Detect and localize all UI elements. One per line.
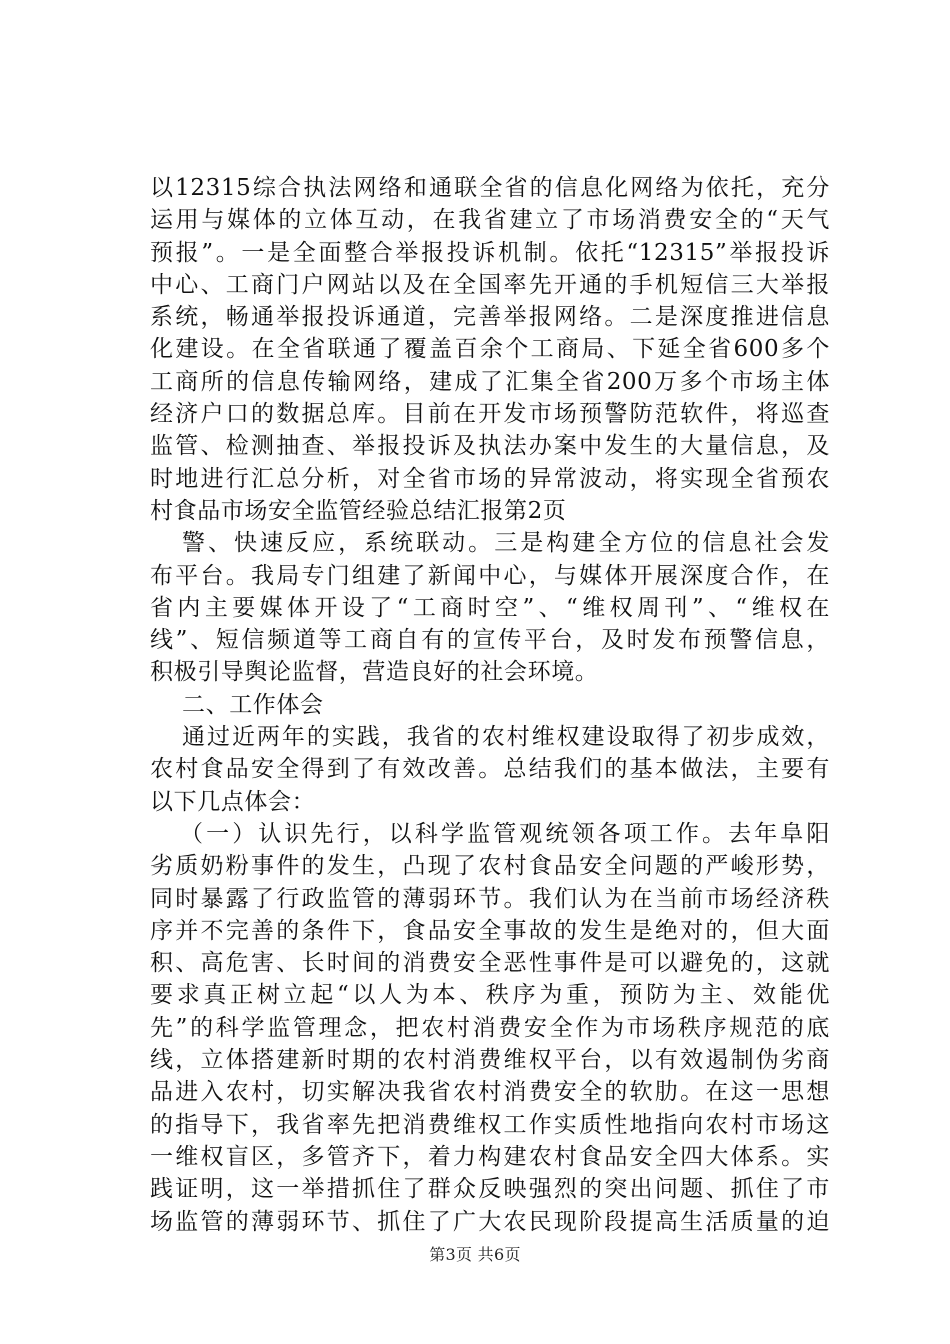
- text-line: 预报”。一是全面整合举报投诉机制。依托“12315”举报投诉: [150, 239, 830, 266]
- text-line: 序并不完善的条件下，食品安全事故的发生是绝对的，但大面: [150, 917, 830, 944]
- text-line: 线，立体搭建新时期的农村消费维权平台，以有效遏制伪劣商: [150, 1047, 830, 1074]
- text-line: 系统，畅通举报投诉通道，完善举报网络。二是深度推进信息: [150, 304, 830, 331]
- text-line: 一维权盲区，多管齐下，着力构建农村食品安全四大体系。实: [150, 1143, 830, 1170]
- text-line: 经济户口的数据总库。目前在开发市场预警防范软件，将巡查: [150, 401, 830, 428]
- subsection-heading-line: （一）认识先行，以科学监管观统领各项工作。去年阜阳: [180, 820, 830, 847]
- text-line: 以12315综合执法网络和通联全省的信息化网络为依托，充分: [150, 175, 830, 201]
- text-line: 线”、短信频道等工商自有的宣传平台，及时发布预警信息，: [150, 627, 830, 654]
- text-line: 村食品市场安全监管经验总结汇报第2页: [150, 497, 567, 524]
- body-text: [150, 172, 830, 1238]
- text-line: 积极引导舆论监督，营造良好的社会环境。: [150, 659, 599, 686]
- section-heading: 二、工作体会: [182, 691, 324, 718]
- text-line: 布平台。我局专门组建了新闻中心，与媒体开展深度合作，在: [150, 562, 830, 589]
- text-line: 劣质奶粉事件的发生，凸现了农村食品安全问题的严峻形势，: [150, 853, 830, 880]
- text-line: 运用与媒体的立体互动，在我省建立了市场消费安全的“天气: [150, 207, 830, 234]
- text-line: 先”的科学监管理念，把农村消费安全作为市场秩序规范的底: [150, 1014, 830, 1041]
- page-footer: 第3页 共6页: [429, 1245, 521, 1264]
- text-line: 化建设。在全省联通了覆盖百余个工商局、下延全省600多个: [150, 336, 830, 363]
- text-line: 以下几点体会：: [150, 788, 316, 815]
- text-line: 践证明，这一举措抓住了群众反映强烈的突出问题、抓住了市: [150, 1176, 830, 1203]
- text-line: 监管、检测抽查、举报投诉及执法办案中发生的大量信息，及: [150, 433, 830, 460]
- text-line: 警、快速反应，系统联动。三是构建全方位的信息社会发: [182, 530, 830, 557]
- text-line: 时地进行汇总分析，对全省市场的异常波动，将实现全省预农: [150, 465, 830, 492]
- text-line: 品进入农村，切实解决我省农村消费安全的软肋。在这一思想: [150, 1079, 830, 1106]
- text-line: 省内主要媒体开设了“工商时空”、“维权周刊”、“维权在: [150, 594, 830, 621]
- text-line: 场监管的薄弱环节、抓住了广大农民现阶段提高生活质量的迫: [150, 1208, 830, 1235]
- text-line: 工商所的信息传输网络，建成了汇集全省200万多个市场主体: [150, 368, 830, 395]
- text-line: 中心、工商门户网站以及在全国率先开通的手机短信三大举报: [150, 271, 830, 298]
- text-line: 要求真正树立起“以人为本、秩序为重，预防为主、效能优: [150, 982, 830, 1009]
- text-line: 通过近两年的实践，我省的农村维权建设取得了初步成效，: [182, 724, 830, 751]
- text-line: 农村食品安全得到了有效改善。总结我们的基本做法，主要有: [150, 756, 830, 783]
- text-line: 同时暴露了行政监管的薄弱环节。我们认为在当前市场经济秩: [150, 885, 830, 912]
- text-line: 的指导下，我省率先把消费维权工作实质性地指向农村市场这: [150, 1111, 830, 1138]
- text-line: 积、高危害、长时间的消费安全恶性事件是可以避免的，这就: [150, 950, 830, 977]
